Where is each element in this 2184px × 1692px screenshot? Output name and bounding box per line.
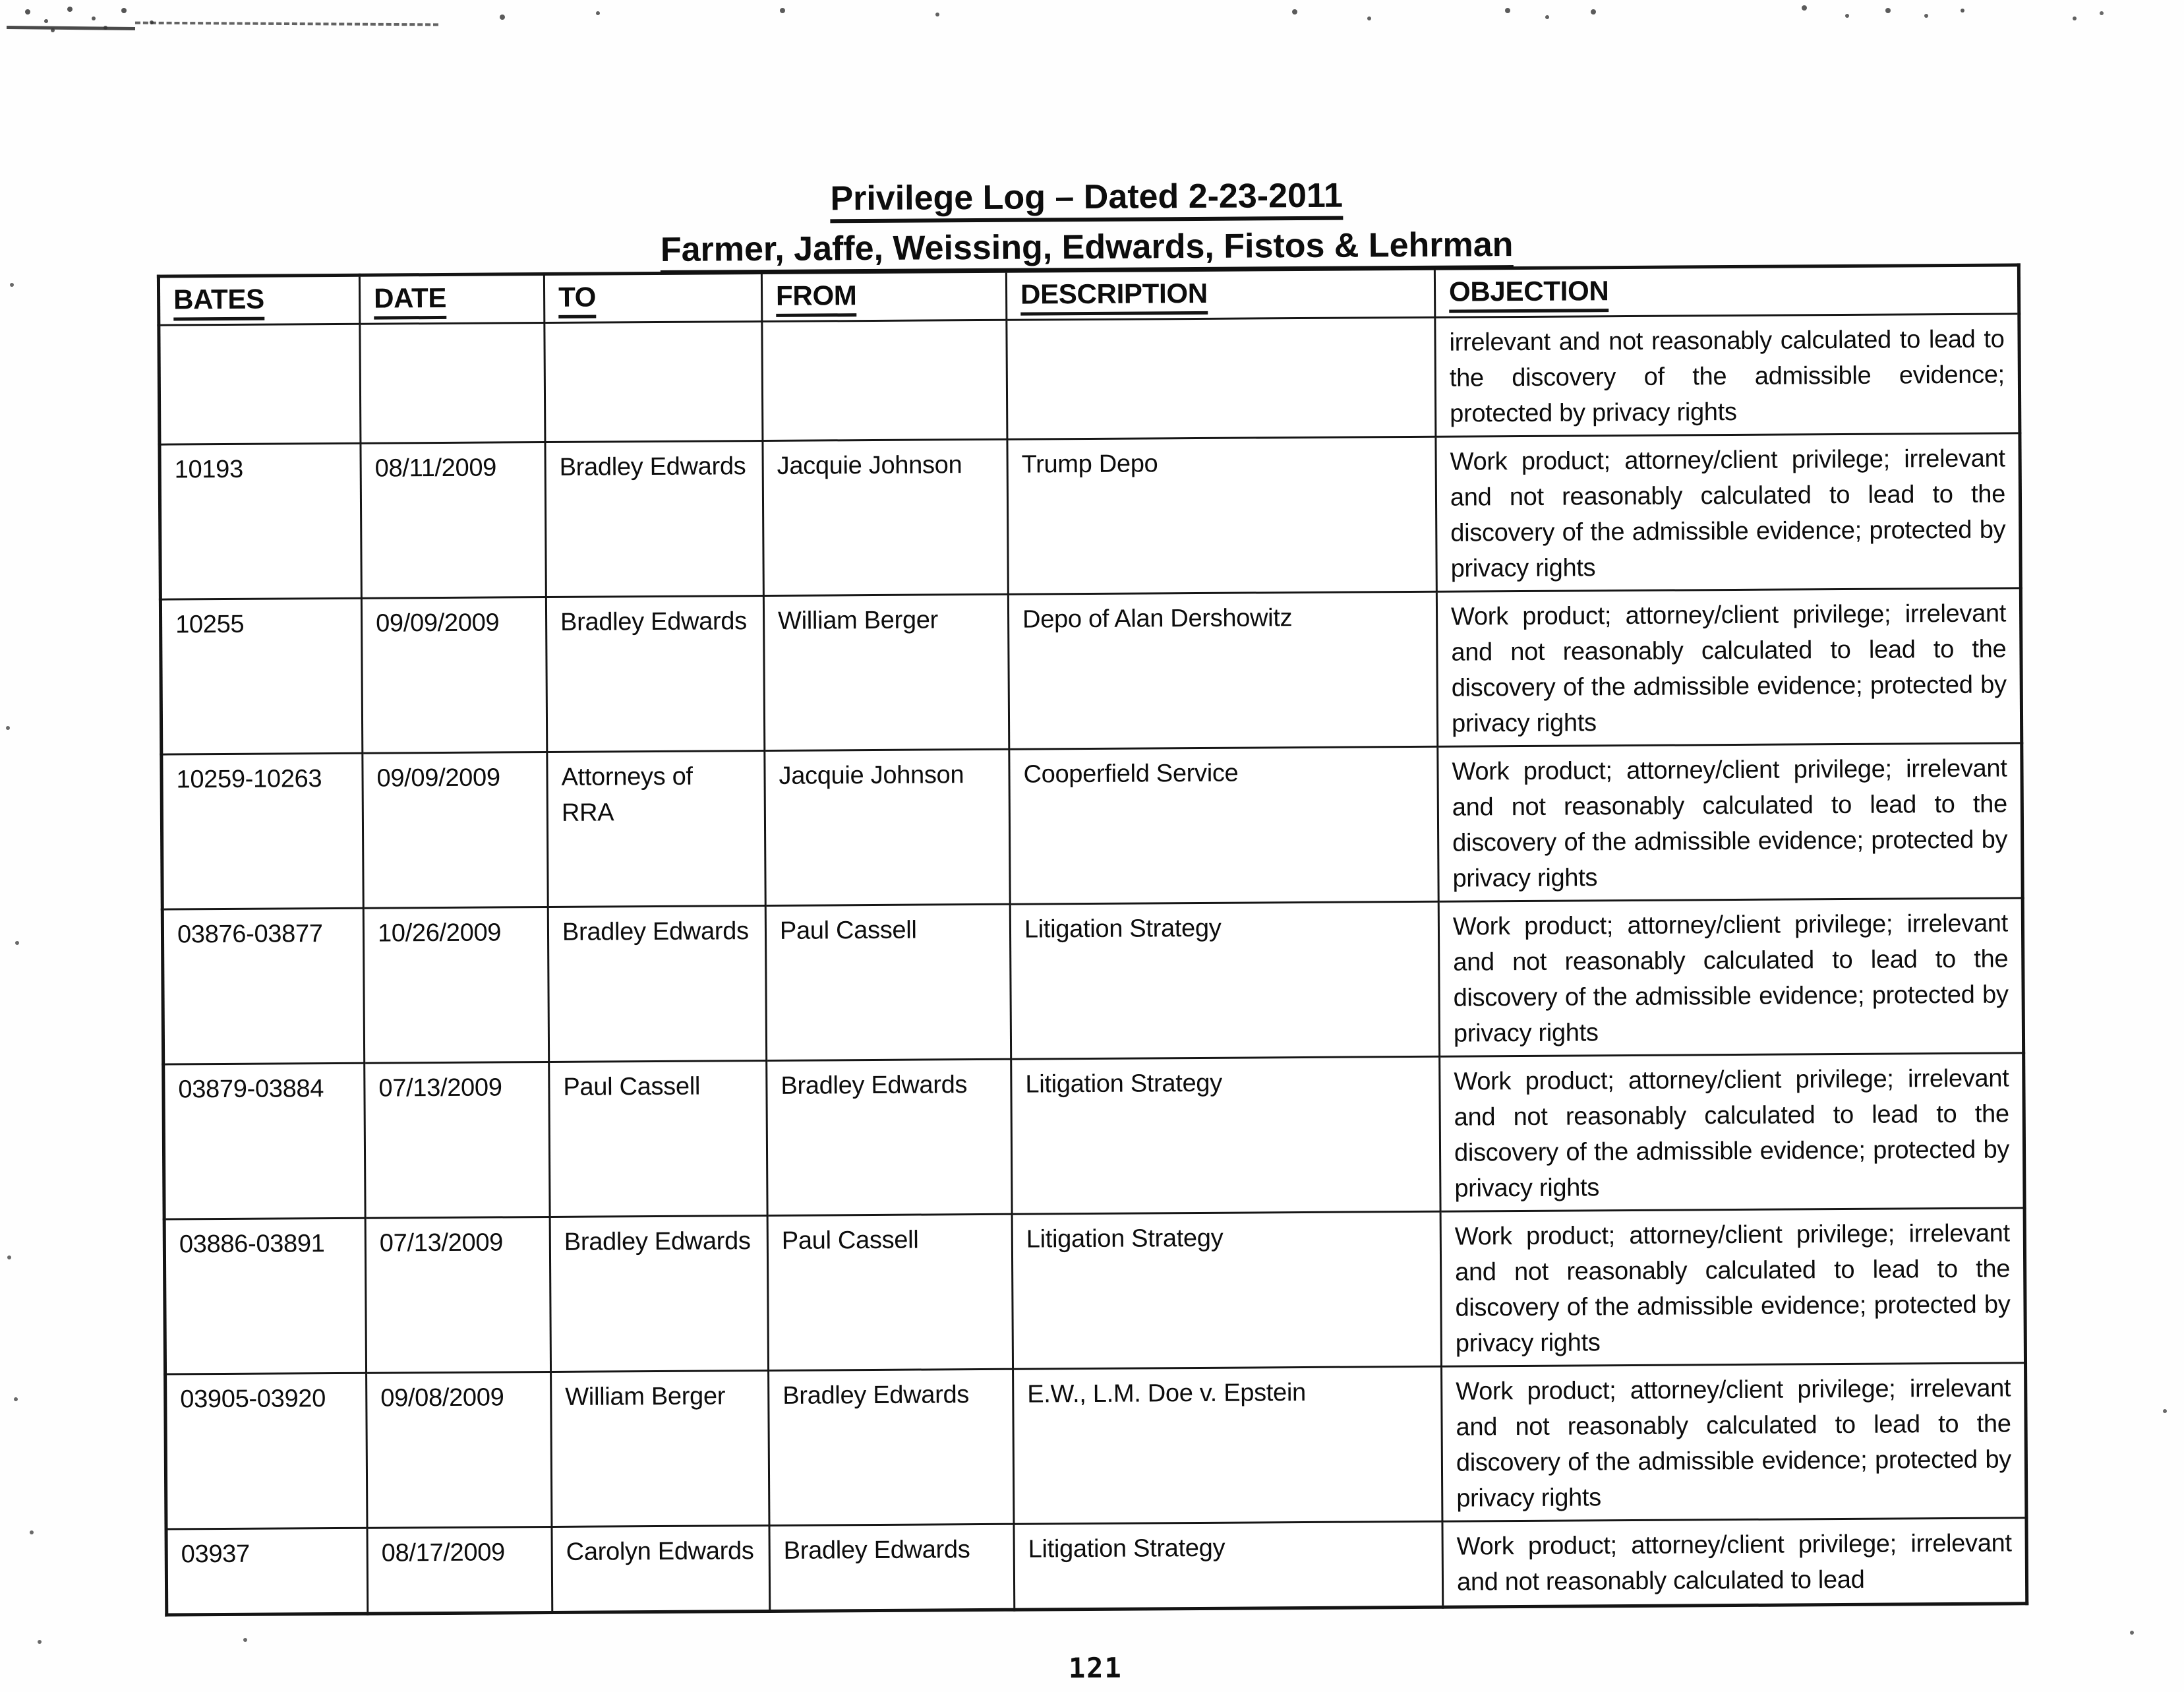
description-cell: E.W., L.M. Doe v. Epstein xyxy=(1013,1366,1442,1524)
objection-cell: irrelevant and not reasonably calculated to lead to the discovery of the admissible evidence; protected by privacy rights xyxy=(1435,314,2020,437)
column-header-from: FROM xyxy=(761,271,1006,321)
document-content xyxy=(156,171,2026,1689)
document-subtitle-text: Farmer, Jaffe, Weissing, Edwards, Fistos & Lehrman xyxy=(661,226,1514,274)
table-row xyxy=(160,588,2021,754)
table-row xyxy=(162,898,2023,1064)
bates-cell: 03937 xyxy=(166,1528,368,1615)
table-row xyxy=(162,743,2022,909)
document-title-text: Privilege Log – Dated 2-23-2011 xyxy=(830,177,1343,224)
column-header-objection: OBJECTION xyxy=(1434,265,2019,317)
description-cell: Litigation Strategy xyxy=(1011,1056,1440,1214)
from-cell: Bradley Edwards xyxy=(769,1369,1014,1525)
to-cell: Bradley Edwards xyxy=(548,905,766,1062)
objection-cell: Work product; attorney/client privilege; irrelevant and not reasonably calculated to lead to the discovery of the admissible evidence; protected by privacy rights xyxy=(1440,1053,2024,1211)
document-title xyxy=(156,171,2017,223)
bates-cell: 10255 xyxy=(160,598,362,754)
from-cell: Jacquie Johnson xyxy=(763,439,1008,595)
date-cell: 10/26/2009 xyxy=(363,907,548,1064)
bates-cell: 03879-03884 xyxy=(163,1063,365,1219)
column-header-to: TO xyxy=(544,273,761,323)
table-row xyxy=(160,433,2021,599)
objection-cell: Work product; attorney/client privilege; irrelevant and not reasonably calculated to lead to the discovery of the admissible evidence; protected by privacy rights xyxy=(1440,1208,2025,1366)
bates-cell: 03876-03877 xyxy=(162,908,364,1064)
date-cell: 09/09/2009 xyxy=(363,752,548,909)
bates-cell xyxy=(159,324,361,444)
description-cell: Litigation Strategy xyxy=(1010,901,1439,1059)
column-header-description: DESCRIPTION xyxy=(1006,268,1434,320)
date-cell xyxy=(360,323,545,444)
column-header-bates: BATES xyxy=(158,275,359,325)
scan-noise-specks xyxy=(0,0,3,3)
from-cell xyxy=(762,320,1007,440)
from-cell: Bradley Edwards xyxy=(767,1059,1012,1215)
description-cell xyxy=(1007,317,1436,439)
to-cell: William Berger xyxy=(551,1370,769,1526)
bates-cell: 03905-03920 xyxy=(165,1373,367,1529)
table-row xyxy=(165,1363,2026,1529)
column-header-date: DATE xyxy=(359,274,544,324)
to-cell: Bradley Edwards xyxy=(545,441,763,597)
objection-cell: Work product; attorney/client privilege; irrelevant and not reasonably calculated to lead to the discovery of the admissible evidence; protected by privacy rights xyxy=(1436,433,2021,591)
from-cell: Paul Cassell xyxy=(765,904,1011,1060)
table-row xyxy=(166,1518,2027,1615)
bates-cell: 10193 xyxy=(160,443,361,599)
objection-cell: Work product; attorney/client privilege; irrelevant and not reasonably calculated to lead to the discovery of the admissible evidence; protected by privacy rights xyxy=(1436,588,2021,746)
description-cell: Litigation Strategy xyxy=(1012,1211,1441,1369)
objection-cell: Work product; attorney/client privilege; irrelevant and not reasonably calculated to lead to the discovery of the admissible evidence; protected by privacy rights xyxy=(1438,898,2023,1056)
to-cell: Bradley Edwards xyxy=(546,596,764,752)
date-cell: 09/09/2009 xyxy=(361,597,546,754)
date-cell: 08/17/2009 xyxy=(367,1526,552,1614)
page-number: 121 xyxy=(1068,1651,1123,1685)
description-cell: Depo of Alan Dershowitz xyxy=(1008,591,1437,749)
from-cell: William Berger xyxy=(763,594,1009,750)
privilege-log-table xyxy=(157,263,2028,1616)
table-row xyxy=(164,1208,2025,1374)
bates-cell: 03886-03891 xyxy=(164,1218,366,1374)
objection-cell: Work product; attorney/client privilege; irrelevant and not reasonably calculated to lead xyxy=(1442,1518,2027,1607)
bates-cell: 10259-10263 xyxy=(162,753,363,909)
objection-cell: Work product; attorney/client privilege; irrelevant and not reasonably calculated to lead to the discovery of the admissible evidence; protected by privacy rights xyxy=(1438,743,2022,901)
description-cell: Cooperfield Service xyxy=(1009,746,1438,904)
description-cell: Litigation Strategy xyxy=(1014,1521,1443,1610)
to-cell: Paul Cassell xyxy=(549,1060,767,1217)
to-cell: Carolyn Edwards xyxy=(552,1525,770,1612)
scan-smudge-line xyxy=(7,26,135,30)
table-row xyxy=(163,1053,2024,1219)
date-cell: 08/11/2009 xyxy=(361,442,546,599)
table-row xyxy=(159,314,2020,444)
to-cell xyxy=(545,322,763,442)
objection-cell: Work product; attorney/client privilege; irrelevant and not reasonably calculated to lead to the discovery of the admissible evidence; protected by privacy rights xyxy=(1442,1363,2026,1521)
description-cell: Trump Depo xyxy=(1007,437,1436,594)
date-cell: 07/13/2009 xyxy=(365,1217,550,1374)
date-cell: 07/13/2009 xyxy=(365,1062,550,1219)
from-cell: Jacquie Johnson xyxy=(765,749,1010,905)
to-cell: Bradley Edwards xyxy=(550,1215,768,1372)
to-cell: Attorneys of RRA xyxy=(547,750,765,907)
from-cell: Bradley Edwards xyxy=(769,1524,1015,1611)
from-cell: Paul Cassell xyxy=(767,1214,1013,1370)
date-cell: 09/08/2009 xyxy=(367,1372,552,1528)
scan-smudge-dashes xyxy=(135,22,438,26)
